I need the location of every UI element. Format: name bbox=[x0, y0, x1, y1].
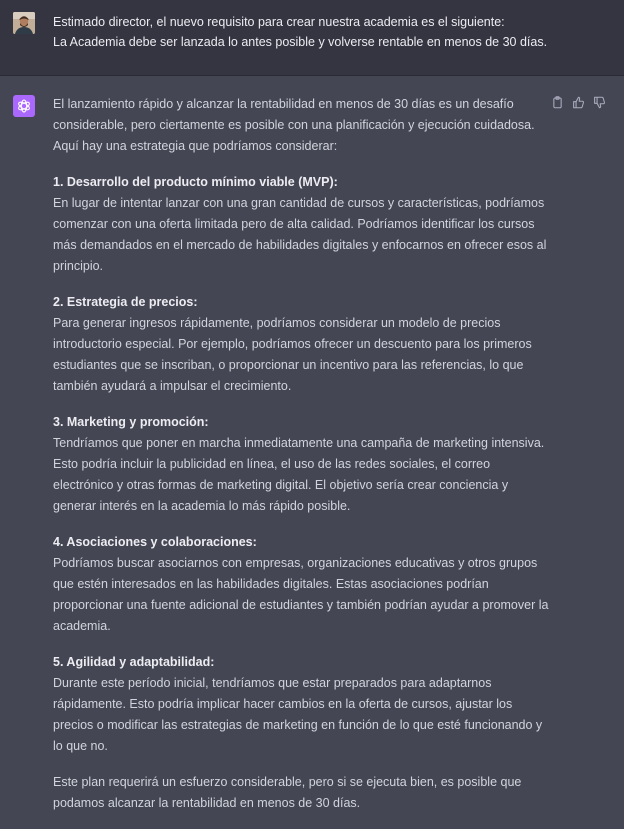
response-section-1 bbox=[53, 172, 553, 277]
response-section-4 bbox=[53, 532, 553, 637]
user-photo-icon bbox=[13, 12, 35, 34]
section-body: Para generar ingresos rápidamente, podríamos considerar un modelo de precios introductorio especial. Por ejemplo, podríamos ofrecer un descuento para los primeros estudiantes que se inscriban, o proporcionar un incentivo para las referencias, lo que también ayudará a impulsar el crecimiento. bbox=[53, 316, 532, 393]
assistant-avatar bbox=[13, 95, 35, 117]
user-message-text bbox=[53, 12, 613, 52]
assistant-message bbox=[0, 76, 624, 810]
response-section-3 bbox=[53, 412, 553, 517]
section-heading: 4. Asociaciones y colaboraciones: bbox=[53, 535, 257, 549]
response-section-5 bbox=[53, 652, 553, 757]
response-conclusion: Este plan requerirá un esfuerzo considerable, pero si se ejecuta bien, es posible que podamos alcanzar la rentabilidad en menos de 30 días. bbox=[53, 775, 522, 810]
section-heading: 2. Estrategia de precios: bbox=[53, 295, 198, 309]
assistant-response bbox=[53, 94, 553, 829]
section-body: Tendríamos que poner en marcha inmediatamente una campaña de marketing intensiva. Esto podría incluir la publicidad en línea, el uso de las redes sociales, el correo electrónico y otras formas de marketing digital. El objetivo sería crear conciencia y generar interés en la academia lo más rápido posible. bbox=[53, 436, 545, 513]
user-message-line-1: Estimado director, el nuevo requisito para crear nuestra academia es el siguiente: bbox=[53, 15, 505, 29]
user-avatar bbox=[13, 12, 35, 34]
user-message bbox=[0, 0, 624, 76]
thumbs-down-icon[interactable] bbox=[593, 96, 606, 109]
message-actions bbox=[551, 96, 606, 109]
section-heading: 1. Desarrollo del producto mínimo viable (MVP): bbox=[53, 175, 338, 189]
section-body: Podríamos buscar asociarnos con empresas, organizaciones educativas y otros grupos que estén interesados en las habilidades digitales. Estas asociaciones podrían proporcionar una fuente adicional de estudiantes y también podrían ayudar a promover la academia. bbox=[53, 556, 549, 633]
section-body: En lugar de intentar lanzar con una gran cantidad de cursos y características, podríamos comenzar con una oferta limitada pero de alta calidad. Podríamos identificar los cursos más demandados en el mercado de habilidades digitales y enfocarnos en ofrecer esos al principio. bbox=[53, 196, 547, 273]
section-heading: 3. Marketing y promoción: bbox=[53, 415, 209, 429]
section-heading: 5. Agilidad y adaptabilidad: bbox=[53, 655, 215, 669]
thumbs-up-icon[interactable] bbox=[572, 96, 585, 109]
section-body: Durante este período inicial, tendríamos que estar preparados para adaptarnos rápidamente. Esto podría implicar hacer cambios en la oferta de cursos, ajustar los precios o modificar las estrategias de marketing en función de lo que esté funcionando y lo que no. bbox=[53, 676, 543, 753]
user-message-line-2: La Academia debe ser lanzada lo antes posible y volverse rentable en menos de 30 días. bbox=[53, 35, 548, 49]
response-intro: El lanzamiento rápido y alcanzar la rentabilidad en menos de 30 días es un desafío considerable, pero ciertamente es posible con una planificación y ejecución cuidadosa. Aquí hay una estrategia que podríamos considerar: bbox=[53, 97, 535, 153]
response-section-2 bbox=[53, 292, 553, 397]
openai-logo-icon bbox=[16, 98, 32, 114]
